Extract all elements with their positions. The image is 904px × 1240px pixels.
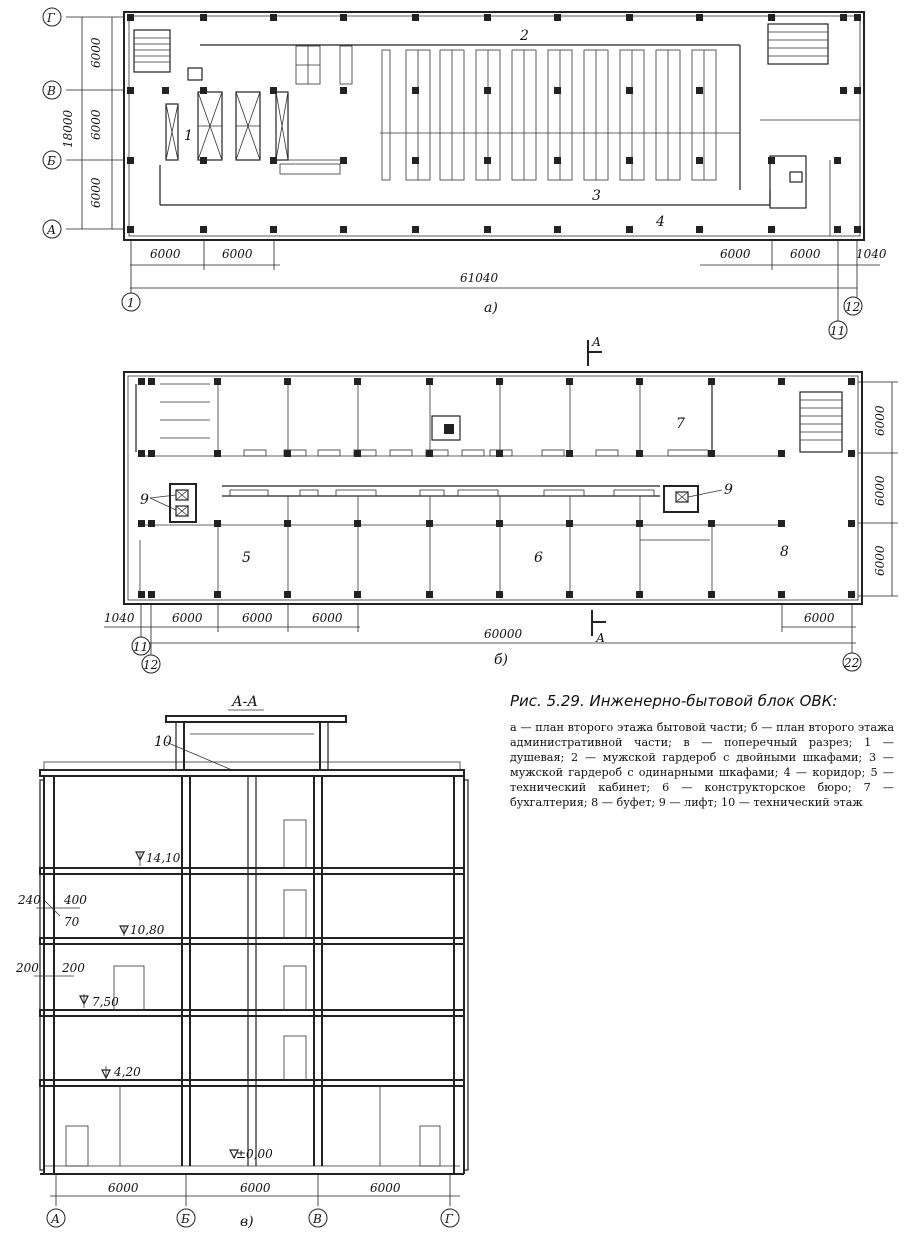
section-axis-B: Б [181,1212,190,1226]
plan-a-dim-total-bottom: 61040 [460,271,499,285]
section-mark-bottom-label: А [596,631,606,645]
plan-a-dim-bottom-2: 6000 [222,247,253,261]
plan-b-right-dimensions [858,382,898,596]
wall-dim-400: 400 [64,893,87,907]
axis-V-label: В [47,84,56,98]
room-5-label: 5 [242,550,251,566]
caption-title: Рис. 5.29. Инженерно-бытовой блок ОВК: [510,692,838,710]
level-0-00: ±0,00 [236,1147,273,1161]
room-7-label: 7 [676,416,685,432]
plan-a-label: а) [484,300,498,316]
wall-dim-240: 240 [18,893,41,907]
plan-b [104,335,898,673]
plan-a-bottom-dimensions [130,240,887,325]
plan-a-dim-bottom-5: 1040 [856,247,887,261]
room-3-label: 3 [592,188,601,204]
section-dim-3: 6000 [370,1181,401,1195]
level-14-10: 14,10 [146,851,181,865]
level-7-50: 7,50 [92,995,119,1009]
plan-b-dim-right-3: 6000 [873,545,887,576]
wall-dim-70: 70 [64,915,80,929]
wall-dimensions [15,893,87,976]
section-a-a [15,694,468,1230]
plan-a-dim-left-2: 6000 [89,109,103,140]
plan-b-dim-bottom-5: 6000 [804,611,835,625]
staircase-left [134,30,170,72]
section-mark-top-label: А [592,335,602,349]
level-10-80: 10,80 [130,923,165,937]
level-marks [80,851,273,1161]
axis-A-label: А [47,223,57,237]
plan-a-dim-bottom-4: 6000 [790,247,821,261]
plan-a [43,8,887,339]
columns-plan-a [127,14,861,233]
wall-dim-200-right: 200 [62,961,85,975]
section-axis-G: Г [445,1212,453,1226]
plan-b-dim-bottom-2: 6000 [172,611,203,625]
axis-12-b-label: 12 [143,658,159,672]
axis-B-label: Б [47,154,56,168]
lift-9-label-right: 9 [724,482,733,498]
axis-11-b-label: 11 [133,640,149,654]
axis-22-label: 22 [844,656,860,670]
axis-11-label: 11 [830,324,846,338]
section-dim-1: 6000 [108,1181,139,1195]
plan-a-axis-markers-left [43,8,61,238]
plan-b-dim-right-1: 6000 [873,405,887,436]
level-4-20: 4,20 [114,1065,141,1079]
figure-caption [510,692,894,810]
room-8-label: 8 [780,544,789,560]
staircase-right [768,24,828,64]
plan-a-dim-total-left: 18000 [61,109,75,148]
section-label: в) [240,1214,254,1230]
plan-a-left-dimensions [61,17,124,229]
wall-dim-200-left: 200 [16,961,39,975]
shower-cubicles [166,68,288,160]
section-mark-top [588,335,602,366]
partitions-top [218,380,712,496]
section-axis-V: В [313,1212,322,1226]
plan-b-dim-total-bottom: 60000 [484,627,523,641]
room-10-label: 10 [154,734,172,750]
axis-12-label: 12 [845,300,861,314]
axis-1-label: 1 [127,296,135,310]
section-mark-bottom [592,610,606,645]
room-4-label: 4 [656,214,665,230]
plan-b-dim-bottom-3: 6000 [242,611,273,625]
section-title: А-А [232,694,258,710]
caption-text: а — план второго этажа бытовой части; б — план второго этажа административной части; в — поперечный разрез; 1 — душевая; 2 — мужской гардероб с двойными шкафами; 3 — мужской гардероб с одинарными шкафами; 4 — коридор; 5 — технический кабинет; 6 — конструкторское бюро; 7 — бухгалтерия; 8 — буфет; 9 — лифт; 10 — технический этаж [510,721,894,809]
plan-b-bottom-dimensions [104,604,856,656]
plan-b-label: б) [494,652,509,668]
partitions-bottom [140,496,712,596]
room-2-label: 2 [520,28,529,44]
plan-a-dim-left-1: 6000 [89,37,103,68]
lift-9-label-left: 9 [140,492,149,508]
room-6-label: 6 [534,550,543,566]
plan-a-dim-bottom-1: 6000 [150,247,181,261]
plan-a-dim-bottom-3: 6000 [720,247,751,261]
plan-a-dim-left-3: 6000 [89,177,103,208]
plan-b-staircase [136,384,842,452]
plan-b-dim-right-2: 6000 [873,475,887,506]
axis-G-label: Г [47,11,55,25]
room-1-label: 1 [184,128,193,144]
plan-b-dim-bottom-4: 6000 [312,611,343,625]
section-dim-2: 6000 [240,1181,271,1195]
wardrobes [280,46,806,208]
plan-b-dim-bottom-1: 1040 [104,611,135,625]
section-bottom-dimensions [50,1174,460,1206]
section-axis-A: А [51,1212,61,1226]
